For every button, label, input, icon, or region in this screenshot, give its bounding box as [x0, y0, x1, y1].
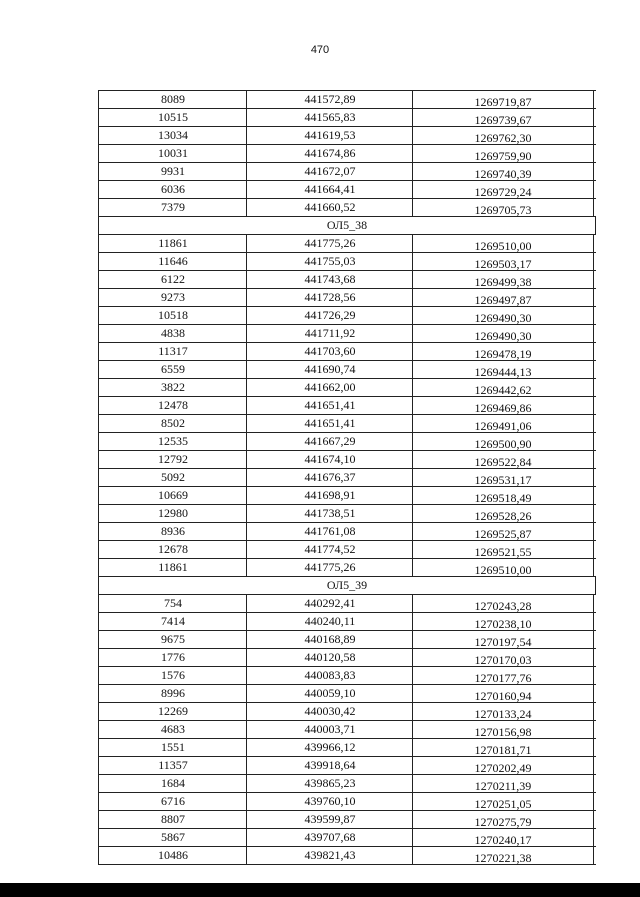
x-coordinate-cell: 441775,26	[246, 235, 413, 252]
y-coordinate-cell: 1269528,26	[412, 505, 594, 522]
x-coordinate-cell: 441674,10	[246, 451, 413, 468]
x-coordinate-cell: 440030,42	[246, 703, 413, 720]
x-coordinate-cell: 439918,64	[246, 757, 413, 774]
table-row	[98, 847, 596, 865]
point-number-cell: 1551	[98, 739, 247, 756]
table-row	[98, 361, 596, 379]
table-row	[98, 811, 596, 829]
table-row	[98, 289, 596, 307]
table-row	[98, 505, 596, 523]
table-row	[98, 271, 596, 289]
table-row	[98, 685, 596, 703]
point-number-cell: 12269	[98, 703, 247, 720]
point-number-cell: 4683	[98, 721, 247, 738]
x-coordinate-cell: 441743,68	[246, 271, 413, 288]
y-coordinate-cell: 1269739,67	[412, 109, 594, 126]
table-row	[98, 343, 596, 361]
y-coordinate-cell: 1269531,17	[412, 469, 594, 486]
x-coordinate-cell: 441775,26	[246, 559, 413, 576]
x-coordinate-cell: 441728,56	[246, 289, 413, 306]
point-number-cell: 8807	[98, 811, 247, 828]
table-row	[98, 127, 596, 145]
point-number-cell: 10518	[98, 307, 247, 324]
point-number-cell: 11317	[98, 343, 247, 360]
y-coordinate-cell: 1269510,00	[412, 559, 594, 576]
y-coordinate-cell: 1269522,84	[412, 451, 594, 468]
x-coordinate-cell: 440083,83	[246, 667, 413, 684]
y-coordinate-cell: 1270240,17	[412, 829, 594, 846]
y-coordinate-cell: 1269442,62	[412, 379, 594, 396]
point-number-cell: 12678	[98, 541, 247, 558]
table-row	[98, 703, 596, 721]
y-coordinate-cell: 1269518,49	[412, 487, 594, 504]
y-coordinate-cell: 1269444,13	[412, 361, 594, 378]
point-number-cell: 6559	[98, 361, 247, 378]
point-number-cell: 6716	[98, 793, 247, 810]
y-coordinate-cell: 1269740,39	[412, 163, 594, 180]
y-coordinate-cell: 1270238,10	[412, 613, 594, 630]
x-coordinate-cell: 441703,60	[246, 343, 413, 360]
x-coordinate-cell: 441774,52	[246, 541, 413, 558]
point-number-cell: 10486	[98, 847, 247, 864]
table-row	[98, 775, 596, 793]
point-number-cell: 1576	[98, 667, 247, 684]
x-coordinate-cell: 441651,41	[246, 415, 413, 432]
x-coordinate-cell: 440168,89	[246, 631, 413, 648]
table-row	[98, 793, 596, 811]
point-number-cell: 754	[98, 595, 247, 612]
x-coordinate-cell: 441674,86	[246, 145, 413, 162]
table-row	[98, 325, 596, 343]
table-row	[98, 541, 596, 559]
x-coordinate-cell: 441651,41	[246, 397, 413, 414]
x-coordinate-cell: 441698,91	[246, 487, 413, 504]
table-row	[98, 613, 596, 631]
table-row	[98, 379, 596, 397]
table-row	[98, 649, 596, 667]
point-number-cell: 4838	[98, 325, 247, 342]
x-coordinate-cell: 441660,52	[246, 199, 413, 216]
y-coordinate-cell: 1269490,30	[412, 325, 594, 342]
x-coordinate-cell: 439760,10	[246, 793, 413, 810]
point-number-cell: 8502	[98, 415, 247, 432]
table-row	[98, 829, 596, 847]
point-number-cell: 12980	[98, 505, 247, 522]
table-row	[98, 415, 596, 433]
y-coordinate-cell: 1270156,98	[412, 721, 594, 738]
point-number-cell: 9675	[98, 631, 247, 648]
y-coordinate-cell: 1269469,86	[412, 397, 594, 414]
point-number-cell: 1776	[98, 649, 247, 666]
point-number-cell: 6036	[98, 181, 247, 198]
y-coordinate-cell: 1270133,24	[412, 703, 594, 720]
table-row	[98, 523, 596, 541]
table-row	[98, 109, 596, 127]
table-row	[98, 433, 596, 451]
y-coordinate-cell: 1269499,38	[412, 271, 594, 288]
point-number-cell: 11861	[98, 559, 247, 576]
x-coordinate-cell: 441667,29	[246, 433, 413, 450]
y-coordinate-cell: 1270177,76	[412, 667, 594, 684]
table-row	[98, 91, 596, 109]
y-coordinate-cell: 1270221,38	[412, 847, 594, 864]
point-number-cell: 12535	[98, 433, 247, 450]
x-coordinate-cell: 441664,41	[246, 181, 413, 198]
table-row	[98, 559, 596, 577]
x-coordinate-cell: 441572,89	[246, 91, 413, 108]
x-coordinate-cell: 440292,41	[246, 595, 413, 612]
x-coordinate-cell: 440003,71	[246, 721, 413, 738]
point-number-cell: 11357	[98, 757, 247, 774]
x-coordinate-cell: 441619,53	[246, 127, 413, 144]
y-coordinate-cell: 1269490,30	[412, 307, 594, 324]
x-coordinate-cell: 441726,29	[246, 307, 413, 324]
point-number-cell: 8996	[98, 685, 247, 702]
point-number-cell: 9273	[98, 289, 247, 306]
table-row	[98, 199, 596, 217]
y-coordinate-cell: 1270251,05	[412, 793, 594, 810]
y-coordinate-cell: 1269491,06	[412, 415, 594, 432]
x-coordinate-cell: 441565,83	[246, 109, 413, 126]
y-coordinate-cell: 1270211,39	[412, 775, 594, 792]
x-coordinate-cell: 439865,23	[246, 775, 413, 792]
x-coordinate-cell: 439966,12	[246, 739, 413, 756]
table-row	[98, 469, 596, 487]
y-coordinate-cell: 1270243,28	[412, 595, 594, 612]
table-row	[98, 667, 596, 685]
y-coordinate-cell: 1270181,71	[412, 739, 594, 756]
table-row	[98, 631, 596, 649]
y-coordinate-cell: 1269510,00	[412, 235, 594, 252]
table-row	[98, 307, 596, 325]
y-coordinate-cell: 1269497,87	[412, 289, 594, 306]
table-row	[98, 451, 596, 469]
point-number-cell: 7379	[98, 199, 247, 216]
table-row	[98, 739, 596, 757]
point-number-cell: 12792	[98, 451, 247, 468]
coordinates-table	[98, 90, 596, 865]
x-coordinate-cell: 441755,03	[246, 253, 413, 270]
point-number-cell: 1684	[98, 775, 247, 792]
point-number-cell: 12478	[98, 397, 247, 414]
table-row	[98, 145, 596, 163]
x-coordinate-cell: 439821,43	[246, 847, 413, 864]
table-row	[98, 595, 596, 613]
y-coordinate-cell: 1269503,17	[412, 253, 594, 270]
y-coordinate-cell: 1270275,79	[412, 811, 594, 828]
page-number: 470	[310, 44, 330, 56]
point-number-cell: 10515	[98, 109, 247, 126]
x-coordinate-cell: 441738,51	[246, 505, 413, 522]
x-coordinate-cell: 439599,87	[246, 811, 413, 828]
x-coordinate-cell: 441672,07	[246, 163, 413, 180]
table-row	[98, 397, 596, 415]
table-row	[98, 757, 596, 775]
point-number-cell: 10031	[98, 145, 247, 162]
y-coordinate-cell: 1269500,90	[412, 433, 594, 450]
point-number-cell: 11861	[98, 235, 247, 252]
table-row	[98, 235, 596, 253]
x-coordinate-cell: 441761,08	[246, 523, 413, 540]
x-coordinate-cell: 441662,00	[246, 379, 413, 396]
point-number-cell: 3822	[98, 379, 247, 396]
x-coordinate-cell: 441676,37	[246, 469, 413, 486]
point-number-cell: 9931	[98, 163, 247, 180]
table-row	[98, 253, 596, 271]
y-coordinate-cell: 1270197,54	[412, 631, 594, 648]
scan-bottom-border	[0, 883, 640, 897]
point-number-cell: 5092	[98, 469, 247, 486]
y-coordinate-cell: 1270160,94	[412, 685, 594, 702]
table-row	[98, 163, 596, 181]
table-row	[98, 181, 596, 199]
point-number-cell: 6122	[98, 271, 247, 288]
y-coordinate-cell: 1269762,30	[412, 127, 594, 144]
x-coordinate-cell: 439707,68	[246, 829, 413, 846]
point-number-cell: 13034	[98, 127, 247, 144]
y-coordinate-cell: 1269525,87	[412, 523, 594, 540]
x-coordinate-cell: 440059,10	[246, 685, 413, 702]
y-coordinate-cell: 1270202,49	[412, 757, 594, 774]
y-coordinate-cell: 1269705,73	[412, 199, 594, 216]
x-coordinate-cell: 440240,11	[246, 613, 413, 630]
point-number-cell: 7414	[98, 613, 247, 630]
y-coordinate-cell: 1270170,03	[412, 649, 594, 666]
y-coordinate-cell: 1269521,55	[412, 541, 594, 558]
y-coordinate-cell: 1269719,87	[412, 91, 594, 108]
point-number-cell: 5867	[98, 829, 247, 846]
point-number-cell: 8936	[98, 523, 247, 540]
section-title: ОЛ5_38	[98, 217, 596, 235]
y-coordinate-cell: 1269478,19	[412, 343, 594, 360]
table-row	[98, 487, 596, 505]
table-row	[98, 721, 596, 739]
section-title: ОЛ5_39	[98, 577, 596, 595]
x-coordinate-cell: 441690,74	[246, 361, 413, 378]
point-number-cell: 8089	[98, 91, 247, 108]
y-coordinate-cell: 1269729,24	[412, 181, 594, 198]
point-number-cell: 11646	[98, 253, 247, 270]
point-number-cell: 10669	[98, 487, 247, 504]
x-coordinate-cell: 441711,92	[246, 325, 413, 342]
y-coordinate-cell: 1269759,90	[412, 145, 594, 162]
x-coordinate-cell: 440120,58	[246, 649, 413, 666]
